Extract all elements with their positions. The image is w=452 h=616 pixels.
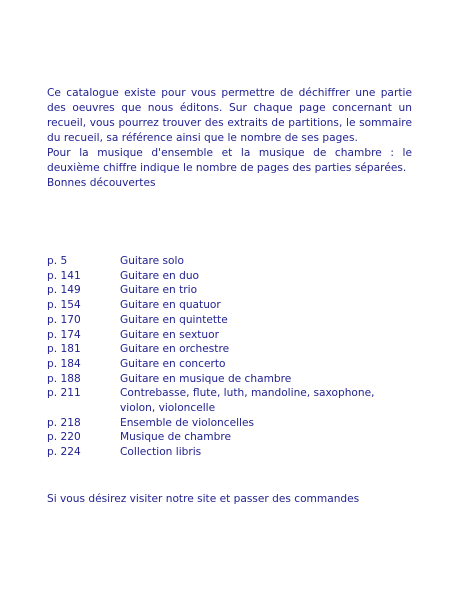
toc-page-number: p. 188 <box>47 372 81 385</box>
toc-row <box>47 430 407 445</box>
toc-page-number: p. 170 <box>47 313 81 326</box>
toc-row <box>47 328 407 343</box>
toc-page-number: p. 184 <box>47 357 81 370</box>
toc-section-title: Guitare en duo <box>120 269 200 282</box>
toc-section-title: Guitare solo <box>120 255 184 267</box>
intro-closing: Bonnes découvertes <box>47 177 156 189</box>
toc-row <box>47 386 407 415</box>
intro-paragraph-1: Ce catalogue existe pour vous permettre de déchiffrer une partie des oeuvres que nous éditons. Sur chaque page concernant un recueil, vous pourrez trouver des extraits de partitions, le sommaire du recueil, sa référence ainsi que le nombre de ses pages. <box>47 87 412 144</box>
toc-section-title: Ensemble de violoncelles <box>120 416 255 429</box>
toc-section-title: Guitare en sextuor <box>120 328 219 341</box>
toc-row <box>47 445 407 460</box>
toc-row <box>47 298 407 313</box>
toc-section-title: Guitare en quintette <box>120 313 228 326</box>
toc-section-title: Guitare en orchestre <box>120 343 230 356</box>
toc-page-number: p. 211 <box>47 387 81 400</box>
toc-section-title: Guitare en trio <box>120 284 198 297</box>
toc-page-number: p. 149 <box>47 284 81 297</box>
toc-row <box>47 372 407 387</box>
toc-page-number: p. 220 <box>47 431 81 444</box>
toc-section-title: Collection libris <box>120 446 202 459</box>
intro-paragraph-2: Pour la musique d'ensemble et la musique de chambre : le deuxième chiffre indique le nombre de pages des parties séparées. <box>47 147 412 174</box>
toc-row <box>47 416 407 431</box>
toc-page-number: p. 174 <box>47 328 81 341</box>
toc-row <box>47 357 407 372</box>
intro-text-block <box>47 86 412 191</box>
toc-row <box>47 313 407 328</box>
toc-page-number: p. 218 <box>47 416 81 429</box>
toc-row <box>47 283 407 298</box>
toc-section-title: Contrebasse, flute, luth, mandoline, saxophone, violon, violoncelle <box>120 387 375 415</box>
toc-page-number: p. 224 <box>47 446 81 459</box>
toc-page-number: p. 154 <box>47 299 81 312</box>
toc-section-title: Guitare en quatuor <box>120 299 221 312</box>
toc-page-number: p. 181 <box>47 343 81 356</box>
toc-section-title: Guitare en musique de chambre <box>120 372 292 385</box>
toc-section-title: Guitare en concerto <box>120 357 226 370</box>
toc-row <box>47 254 407 269</box>
toc-section-title: Musique de chambre <box>120 431 231 444</box>
table-of-contents <box>47 254 407 460</box>
toc-page-number: p. 5 <box>47 255 68 267</box>
toc-row <box>47 269 407 284</box>
toc-page-number: p. 141 <box>47 269 81 282</box>
footer-text: Si vous désirez visiter notre site et passer des commandes <box>47 493 360 505</box>
toc-row <box>47 342 407 357</box>
